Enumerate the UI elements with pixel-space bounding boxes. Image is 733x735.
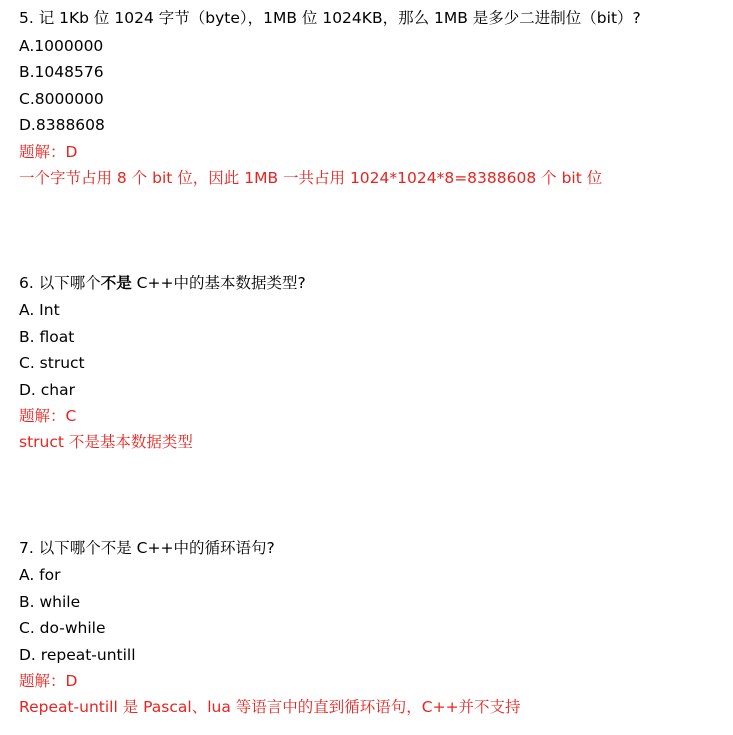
question-6-text-prefix: 6. 以下哪个 (19, 274, 101, 292)
question-6-option-b: B. float (19, 328, 75, 346)
question-5-explanation: 一个字节占用 8 个 bit 位，因此 1MB 一共占用 1024*1024*8=8388608 个 bit 位 (19, 169, 603, 187)
question-6-text-suffix: C++中的基本数据类型? (131, 274, 306, 292)
question-5-text: 5. 记 1Kb 位 1024 字节（byte），1MB 位 1024KB，那么 1MB 是多少二进制位（bit）? (19, 9, 641, 27)
question-5-option-b: B.1048576 (19, 63, 104, 81)
question-7-option-a: A. for (19, 566, 61, 584)
question-6-answer: 题解：C (19, 407, 77, 425)
question-7-option-c: C. do-while (19, 619, 106, 637)
question-7-option-d: D. repeat-untill (19, 646, 136, 664)
question-6-option-a: A. Int (19, 301, 60, 319)
question-7-answer: 题解：D (19, 672, 78, 690)
question-5-option-d: D.8388608 (19, 116, 105, 134)
question-5-answer: 题解：D (19, 143, 78, 161)
question-6-option-d: D. char (19, 381, 76, 399)
question-5-option-c: C.8000000 (19, 90, 104, 108)
question-6-text (19, 273, 306, 293)
question-6-option-c: C. struct (19, 354, 85, 372)
question-6-text-emphasis: 不是 (100, 274, 132, 292)
question-7-text: 7. 以下哪个不是 C++中的循环语句? (19, 539, 275, 557)
question-7-option-b: B. while (19, 593, 81, 611)
question-5-option-a: A.1000000 (19, 37, 104, 55)
question-6-explanation: struct 不是基本数据类型 (19, 433, 193, 451)
question-7-explanation: Repeat-untill 是 Pascal、lua 等语言中的直到循环语句，C++并不支持 (19, 698, 521, 716)
